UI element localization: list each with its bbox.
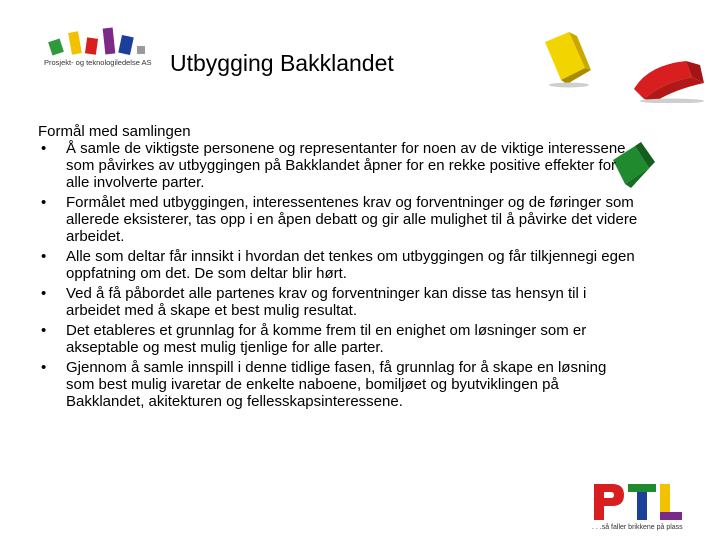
- logo-block-red: [85, 37, 98, 54]
- list-item: [38, 248, 638, 282]
- logo-block-yellow: [68, 31, 82, 54]
- logo-block-gray: [137, 46, 145, 54]
- bullet-icon: •: [41, 359, 47, 376]
- list-item-text: Alle som deltar får innsikt i hvordan det tenkes om utbyggingen og får tilkjennegi egen oppfatning om det. De som deltar blir hørt.: [66, 248, 635, 282]
- list-item: [38, 359, 638, 410]
- bullet-icon: •: [41, 285, 47, 302]
- logo-block-purple: [103, 28, 116, 55]
- bullet-list: [38, 140, 638, 410]
- main-content: [38, 123, 638, 413]
- list-item: [38, 322, 638, 356]
- list-item-text: Ved å få påbordet alle partenes krav og forventninger kan disse tas hensyn til i arbeidet med å skape et best mulig resultat.: [66, 285, 587, 319]
- list-item-text: Å samle de viktigste personene og representanter for noen av de viktige interessene som påvirkes av utbyggingen på Bakklandet åpner for en rekke positive effekter for alle involverte parter.: [66, 140, 626, 191]
- footer-tagline: . . .så faller brikkene på plass: [592, 524, 683, 531]
- ptl-logo: [592, 480, 684, 522]
- logo-block-blue: [118, 35, 133, 55]
- red-block-decoration: [628, 55, 708, 103]
- logo-block-green: [48, 38, 64, 55]
- list-item-text: Gjennom å samle innspill i denne tidlige fasen, få grunnlag for å skape en løsning som best mulig ivaretar de enkelte naboene, bomiljøet og byutviklingen på Bakklandet, akitekturen og fellesskapsinteressene.: [66, 359, 607, 410]
- bullet-icon: •: [41, 322, 47, 339]
- list-item-text: Formålet med utbyggingen, interessentenes krav og forventninger og de føringer som allerede eksisterer, tas opp i en åpen debatt og gir alle mulighet til å påvirke det videre arbeidet.: [66, 194, 638, 245]
- yellow-block-decoration: [535, 28, 595, 88]
- page-title: Utbygging Bakklandet: [170, 50, 394, 76]
- list-item: [38, 194, 638, 245]
- logo-tagline: Prosjekt- og teknologiledelse AS: [44, 58, 152, 67]
- section-heading: Formål med samlingen: [38, 123, 191, 140]
- list-item: [38, 285, 638, 319]
- list-item: [38, 140, 638, 191]
- bullet-icon: •: [41, 194, 47, 211]
- bullet-icon: •: [41, 140, 47, 157]
- bullet-icon: •: [41, 248, 47, 265]
- list-item-text: Det etableres et grunnlag for å komme frem til en enighet om løsninger som er akseptable og mest mulig tjenlige for alle parter.: [66, 322, 587, 356]
